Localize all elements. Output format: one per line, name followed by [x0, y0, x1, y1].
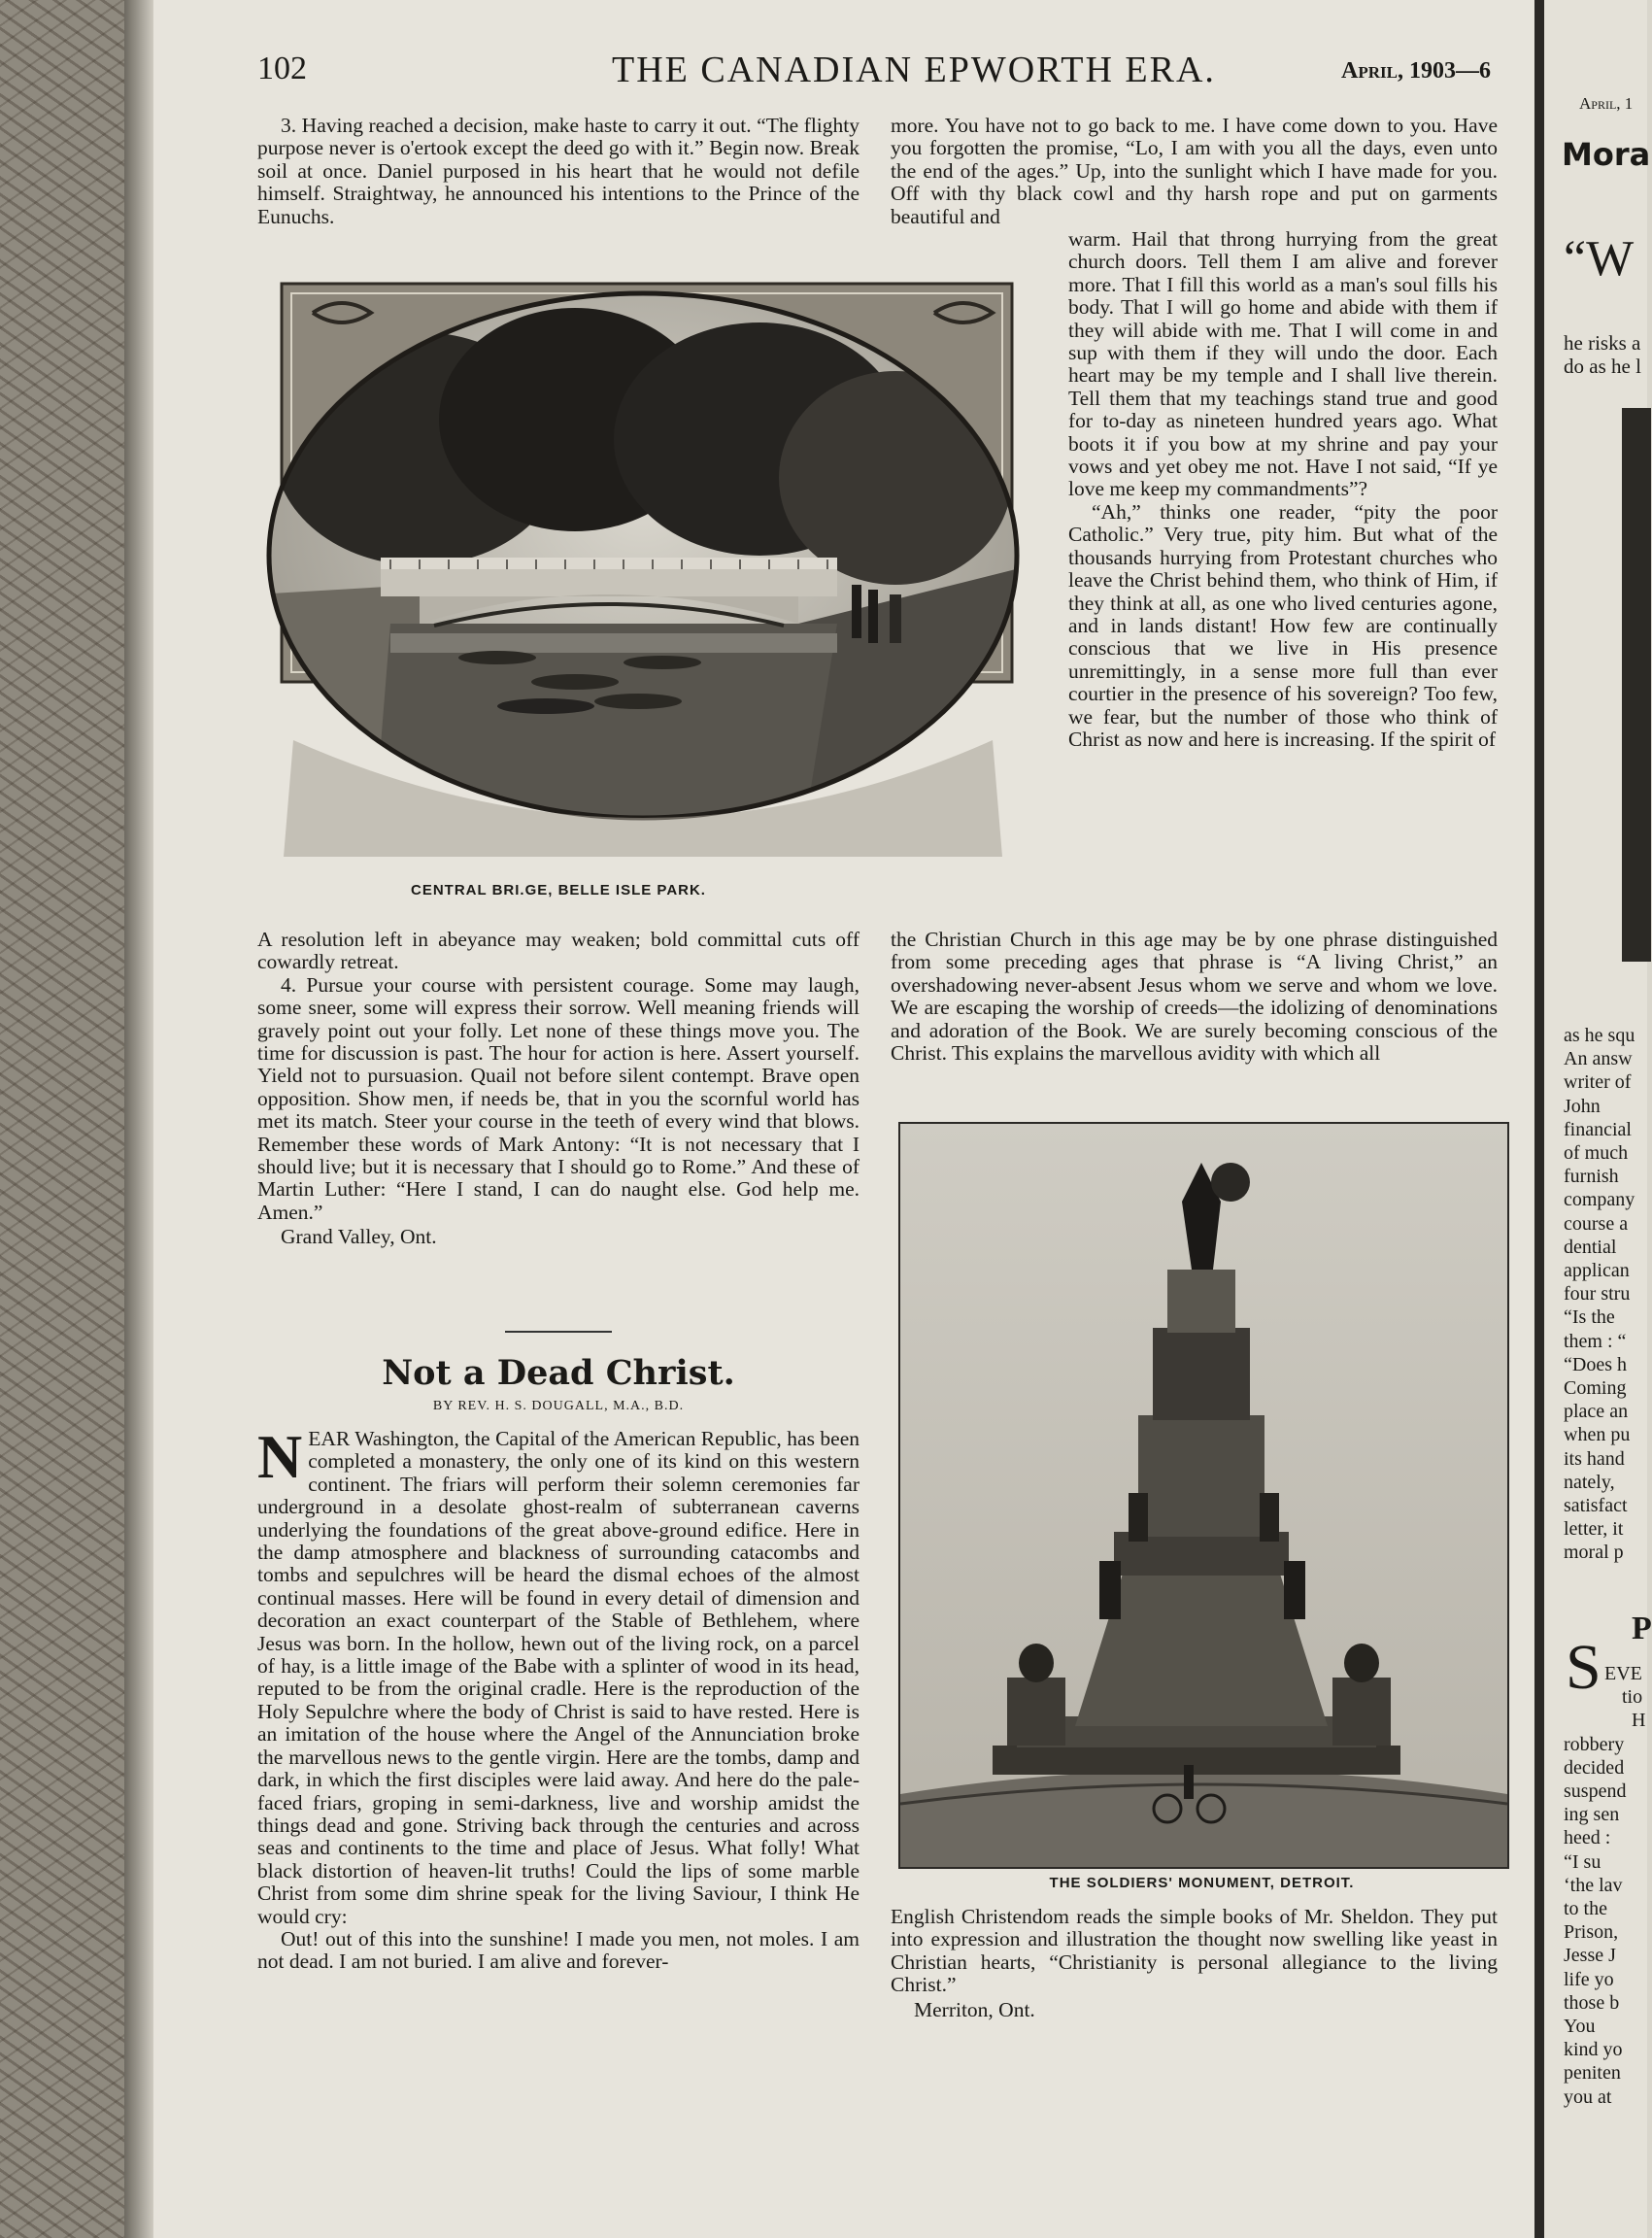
next-page-heading-fragment: P	[1632, 1611, 1652, 1646]
paragraph: Out! out of this into the sunshine! I made you men, not moles. I am not dead. I am not buried. I am alive and forever-	[257, 1926, 860, 1974]
next-page-line: moral p	[1564, 1542, 1624, 1564]
next-page-line: you at	[1564, 2085, 1612, 2108]
next-page-line: An answ	[1564, 1048, 1633, 1070]
next-page-line: robbery	[1564, 1733, 1625, 1755]
column-2-wide	[891, 929, 1498, 1065]
next-page-line: ‘the lav	[1564, 1874, 1623, 1896]
next-page-line: Prison,	[1564, 1921, 1619, 1944]
next-page-line: them : “	[1564, 1330, 1627, 1352]
next-page-line: John	[1564, 1095, 1601, 1117]
next-page-line: tio	[1622, 1686, 1643, 1709]
next-page-line: writer of	[1564, 1071, 1632, 1094]
next-page-line: letter, it	[1564, 1518, 1624, 1541]
next-page-line: decided	[1564, 1756, 1625, 1779]
next-page-line: course a	[1564, 1212, 1629, 1235]
next-page-line: four stru	[1564, 1283, 1631, 1306]
drop-cap: N	[257, 1422, 303, 1491]
next-page-line: peniten	[1564, 2062, 1621, 2085]
journal-title: THE CANADIAN EPWORTH ERA.	[612, 50, 1216, 90]
next-page-line: those b	[1564, 1991, 1620, 2014]
paragraph-text: EAR Washington, the Capital of the American Republic, has been completed a monastery, the only one of its kind on this western continent. The friars will perform their solemn ceremonies far underground in a desolate ghost-realm of subterranean caverns underlying the foundations of the great above-ground edifice. Here in the damp atmosphere and blackness of surrounding catacombs and tombs and sepulchres will be heard the dismal echoes of the almost continual masses. Here will be found in every detail of dimension and decoration an exact counterpart of the Stable of Bethlehem, where Jesus was born. In the hollow, hewn out of the living rock, on a parcel of hay, is a little image of the Babe with a splinter of wood in its head, reputed to be from the original cradle. Here is the reproduction of the Holy Sepulchre where the body of Christ is said to have rested. Here is an imitation of the house where the Angel of the Annunciation broke the marvellous news to the gentle virgin. Here are the tombs, damp and dark, in which the first disciples were laid away. And here do the pale-faced friars, groping in semi-darkness, live and worship amidst the things dead and gone. Striving back through the centuries and across seas and continents to the time and place of Jesus. What folly! What black distortion of heaven-lit truths! Could the lips of some marble Christ from some dim shrine speak for the living Saviour, I think He would cry:	[257, 1427, 860, 1928]
next-page-line: “I su	[1564, 1850, 1601, 1873]
next-page-line: EVE	[1604, 1663, 1642, 1684]
book-binding-pattern	[0, 0, 124, 2238]
next-page-line: ing sen	[1564, 1804, 1620, 1826]
article-title: Not a Dead Christ.	[382, 1353, 735, 1393]
page-header	[257, 49, 1491, 97]
column-2-end	[891, 1906, 1498, 2021]
bridge-photo	[254, 274, 1031, 866]
paragraph: “Ah,” thinks one reader, “pity the poor Catholic.” Very true, pity him. But what of the thousands hurrying from Protestant churches who leave the Christ behind them, who think of Him, if they think at all, as one who lived centuries agone, and in lands distant! How few are continually conscious that we live in His presence unremittingly, in a sense more full than ever courtier in the presence of his sovereign? Too few, we fear, but the number of those who think of Christ as now and here is increasing. If the spirit of	[1068, 499, 1498, 751]
next-page-line: suspend	[1564, 1780, 1627, 1802]
paragraph	[257, 1422, 860, 1928]
paragraph: A resolution left in abeyance may weaken; bold committal cuts off cowardly retreat.	[257, 928, 860, 974]
section-rule	[505, 1331, 612, 1333]
place-signature: Merriton, Ont.	[914, 1997, 1035, 2021]
place-signature: Grand Valley, Ont.	[281, 1225, 437, 1249]
column-2-narrow	[1068, 228, 1498, 751]
next-page-line: when pu	[1564, 1424, 1631, 1446]
monument-photo	[898, 1122, 1509, 1869]
page-number: 102	[257, 51, 307, 86]
next-page-line: “Does h	[1564, 1353, 1627, 1375]
column-1-top	[257, 115, 860, 228]
next-page-title-fragment: Mora	[1562, 136, 1651, 173]
column-1-middle	[257, 929, 860, 1249]
paragraph: 4. Pursue your course with persistent courage. Some may laugh, some sneer, some will express their sorrow. Well meaning friends will gravely point out your folly. Let none of these things move you. The time for discussion is past. The hour for action is here. Assert yourself. Yield not to pursuasion. Quail not before silent contempt. Brave open opposition. Show men, if needs be, that in you the scornful world has met its match. Steer your course in the teeth of every wind that blows. Remember these words of Mark Antony: “It is not necessary that I should live; but it is necessary that I should go to Rome.” And these of Martin Luther: “Here I stand, I can do naught else. God help me. Amen.”	[257, 972, 860, 1224]
next-page-photo-fragment	[1622, 408, 1651, 962]
next-page-line: dential	[1564, 1236, 1617, 1258]
next-page-line: company	[1564, 1189, 1635, 1211]
page-edge	[1534, 0, 1544, 2238]
next-page-line: of much	[1564, 1142, 1629, 1164]
next-page-line: satisfact	[1564, 1495, 1628, 1516]
next-page-fragment	[1544, 0, 1652, 2238]
next-page-line: he risks a	[1564, 331, 1641, 355]
paragraph: 3. Having reached a decision, make haste to carry it out. “The flighty purpose never is o'ertook except the deed go with it.” Begin now. Break soil at once. Daniel purposed in his heart that he would not defile himself. Straightway, he announced his intentions to the Prince of the Eunuchs.	[257, 114, 860, 228]
next-page-line: do as he l	[1564, 355, 1641, 378]
paragraph: English Christendom reads the simple books of Mr. Sheldon. They put into expression and illustration the thought now swelling like yeast in Christian hearts, “Christianity is personal allegiance to the living Christ.”	[891, 1905, 1498, 1997]
next-page-line: to the	[1564, 1898, 1607, 1919]
next-page-dropcap-2: S	[1566, 1632, 1601, 1703]
next-page-line: furnish	[1564, 1166, 1619, 1188]
next-page-line: Jesse J	[1564, 1945, 1616, 1967]
monument-photo-caption: THE SOLDIERS' MONUMENT, DETROIT.	[1049, 1875, 1355, 1891]
next-page-line: H	[1632, 1710, 1646, 1732]
next-page-line: place an	[1564, 1401, 1629, 1423]
next-page-line: nately,	[1564, 1471, 1615, 1493]
next-page-header: April, 1	[1579, 94, 1634, 113]
column-2-top	[891, 115, 1498, 228]
next-page-line: its hand	[1564, 1447, 1625, 1470]
next-page-line: applican	[1564, 1260, 1630, 1281]
issue-date: April, 1903—6	[1341, 58, 1491, 84]
next-page-line: life yo	[1564, 1968, 1614, 1990]
next-page-line: financial	[1564, 1118, 1632, 1140]
next-page-line: “Is the	[1564, 1306, 1615, 1329]
bridge-photo-caption: CENTRAL BRI.GE, BELLE ISLE PARK.	[411, 882, 706, 899]
paragraph: more. You have not to go back to me. I have come down to you. Have you forgotten the promise, “Lo, I am with you all the days, even unto the end of the ages.” Up, into the sunlight which I have made for you. Off with thy black cowl and thy harsh rope and put on garments beautiful and	[891, 114, 1498, 228]
next-page-line: as he squ	[1564, 1025, 1635, 1046]
next-page-dropcap-fragment: “W	[1564, 231, 1635, 287]
paragraph: warm. Hail that throng hurrying from the great church doors. Tell them I am alive and forever more. That I fill this world as a man's soul fills his body. That I will go home and abide with them if they will abide with me. That I will come in and sup with them if they will undo the door. Each heart may be my temple and I shall live therein. Tell them that my teachings stand true and good for to-day as nineteen hundred years ago. What boots it if you bow at my shrine and pay your vows and yet obey me not. Have I not said, “If ye love me keep my commandments”?	[1068, 227, 1498, 501]
next-page-line: Coming	[1564, 1377, 1627, 1399]
article-byline: BY REV. H. S. DOUGALL, M.A., B.D.	[432, 1399, 685, 1413]
next-page-line: kind yo	[1564, 2039, 1623, 2061]
page-gutter	[124, 0, 153, 2238]
paragraph: the Christian Church in this age may be by one phrase distinguished from some preceding ages that phrase is “A living Christ,” an overshadowing never-absent Jesus whom we serve and whom we love. We are escaping the worship of creeds—the idolizing of denominations and adoration of the Book. We are surely becoming conscious of the Christ. This explains the marvellous avidity with which all	[891, 928, 1498, 1066]
next-page-line: You	[1564, 2016, 1596, 2037]
next-page-line: heed :	[1564, 1827, 1611, 1849]
article-body-column-1	[257, 1422, 860, 1974]
